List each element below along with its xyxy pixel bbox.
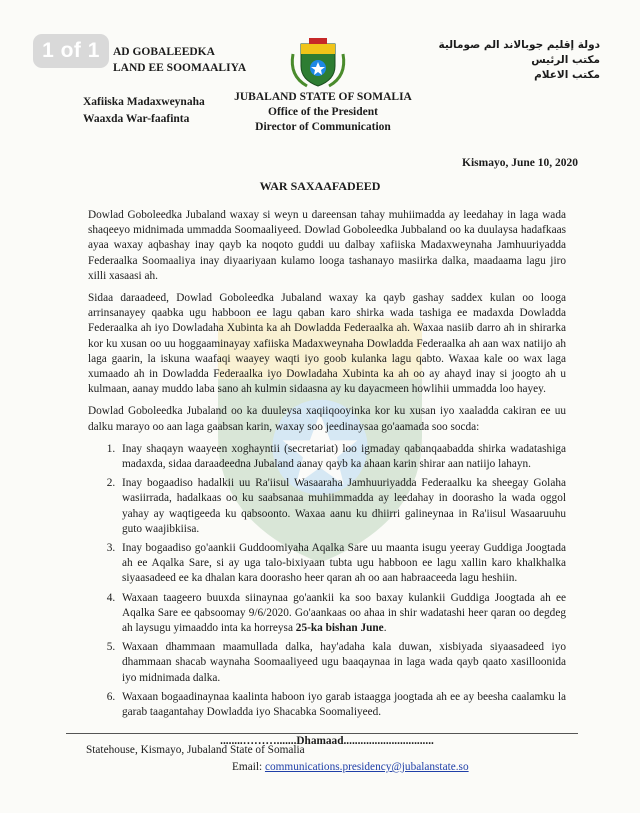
document-date: Kismayo, June 10, 2020 bbox=[462, 157, 578, 169]
list-item: 6. Waxaan bogaadinaynaa kaalinta haboon iyo garab istaagga joogtada ah ee ay beesha caalamku la garab taagantahay Dowladda iyo Shacabka Soomaliyeed. bbox=[118, 690, 566, 720]
list-item: 5. Waxaan dhammaan maamullada dalka, hay'adaha kala duwan, xisbiyada siyaasadeed iyo dhammaan shacab waynaha Soomaaliyeed ugu baaqaynaa in laga wada qayb qaato xasilloonida iyo midnimada dalka. bbox=[118, 640, 566, 686]
list-item: 3. Inay bogaadiso go'aankii Guddoomiyaha Aqalka Sare uu maanta isugu yeeray Guddiga Joogtada ah ee Aqalka Sare, si ay uga talo-bixiyaan tubta ugu habboon ee lagu xallin karo khalkhalka siyaasadeed ee ka dhalan kara doorasho heer qaran ah oo aan habraaceeda lagu heshiin. bbox=[118, 541, 566, 587]
footer-address: Statehouse, Kismayo, Jubaland State of Somalia bbox=[86, 744, 305, 756]
letterhead-arabic-line2: مكتب الرئيس bbox=[531, 54, 600, 66]
letterhead-english bbox=[218, 90, 428, 135]
letterhead-arabic-line3: مكتب الاعلام bbox=[534, 69, 600, 81]
closing-line: ........……….......Dhamaad................................ bbox=[220, 735, 434, 748]
decisions-list bbox=[88, 442, 566, 720]
letterhead-somali-office bbox=[83, 94, 205, 128]
paragraph-2: Sidaa daraadeed, Dowlad Goboleedka Jubaland waxay ka qayb gashay saddex kulan oo looga arrinsanayey qaabka ugu habboon ee lagu qaban karo shirka wada tashiga ee madaxda Dowladda Federaalka ah iyo Dowladaha Xubinta ka ah Dowladda Federaalka ah. Waxaa nasiib darro ah in shirarka kor ku xusan oo uu hoggaaminayay xafiiska Madaxweynaha Dowladda Federaalka ah aan wax natiijo ah laga gaarin, la iskuna waafaqi waayey waqti iyo goob kulanka lagu qabto. Waxaa kale oo wax laga xumaado ah in Dowladda Federaalka iyo Dowladaha Xubinta ka ah oo ay ahayd inay si joogto ah u kulmaan, aanay muddo laba sano ah kulmin sidaasna ay ku dayacmeen howlihii ummadda loo hayey. bbox=[88, 292, 566, 396]
document-title: WAR SAXAAFADEED bbox=[259, 179, 381, 193]
email-label: Email: bbox=[232, 761, 263, 773]
letterhead-somali-line1: AD GOBALEEDKA bbox=[113, 46, 215, 58]
letterhead-english-line2: Office of the President bbox=[268, 106, 378, 118]
letterhead-english-line1: JUBALAND STATE OF SOMALIA bbox=[234, 91, 412, 103]
list-item: 1. Inay shaqayn waayeen xoghayntii (secretariat) loo igmaday qabanqaabadda shirka wadatashiga madaxda, sidaa daraadeedna Jubaland aanay qayb ka ahaan karin shirar aan natiijo lahayn. bbox=[118, 442, 566, 472]
paragraph-1: Dowlad Goboleedka Jubaland waxay si weyn u dareensan tahay muhiimadda ay leedahay in laga wada shaqeeyo midnimada ummadda Soomaaliyeed. Dowlad Goboleedka Jubbaland oo ka duulaysa hadafkaas ayaa waxay aqbashay inay qayb ka noqoto guddi uu dalbay xafiiska Madaxweynaha Jamhuuriyadda Federaalka Soomaaliya inay diyaariyaan kulamo looga tashanayo masiirka dalka, maadaama lagu jiro xilli xasaasi ah. bbox=[88, 209, 566, 282]
deadline-text: 25-ka bishan June bbox=[295, 622, 384, 635]
page-indicator: 1 of 1 bbox=[33, 34, 109, 68]
list-item: 2. Inay bogaadiso hadalkii uu Ra'iisul Wasaaraha Jamhuuriyadda Federaalku ka sheegay Golaha wasiirrada, hadalkaas oo ku saabsanaa muhiimmadda ay leedahay in doorasho la wada oggol yahay ay waqtigeeda ku qabsoonto. Waxaa aanu ku dhiirri galineynaa in Ra'iisul Wasaaruuhu guto waajibkiisa. bbox=[118, 476, 566, 537]
footer-divider bbox=[66, 733, 578, 734]
letterhead-somali-line2: LAND EE SOOMAALIYA bbox=[113, 62, 247, 74]
list-item: 4. Waxaan taageero buuxda siinaynaa go'aankii ka soo baxay kulankii Guddiga Joogtada ah ee Aqalka Sare ee qabsoomay 9/6/2020. Go'aankaas oo ahaa in shir wadatashi heer qaran oo degdeg ah laysugu yimaaddo inta ka horreysa 25-ka bishan June. bbox=[118, 591, 566, 637]
footer-email-line bbox=[232, 761, 469, 773]
paragraph-3: Dowlad Goboleedka Jubaland oo ka duuleysa xaqiiqooyinka kor ku xusan iyo xaaladda cakiran ee uu dalku marayo oo aan laga gaabsan karin, waxay soo jeedinaysaa go'aamada soo socda: bbox=[88, 405, 566, 433]
letterhead-arabic bbox=[438, 38, 600, 83]
letterhead-somali bbox=[113, 44, 246, 76]
office-somali-line1: Xafiiska Madaxweynaha bbox=[83, 96, 205, 108]
office-somali-line2: Waaxda War-faafinta bbox=[83, 113, 190, 125]
letterhead-arabic-line1: دولة إقليم جوبالاند الم صومالية bbox=[438, 39, 600, 51]
letterhead-english-line3: Director of Communication bbox=[255, 121, 391, 133]
document-body bbox=[88, 208, 566, 750]
email-link[interactable]: communications.presidency@jubalanstate.so bbox=[264, 761, 469, 773]
jubaland-crest-icon bbox=[287, 36, 349, 90]
